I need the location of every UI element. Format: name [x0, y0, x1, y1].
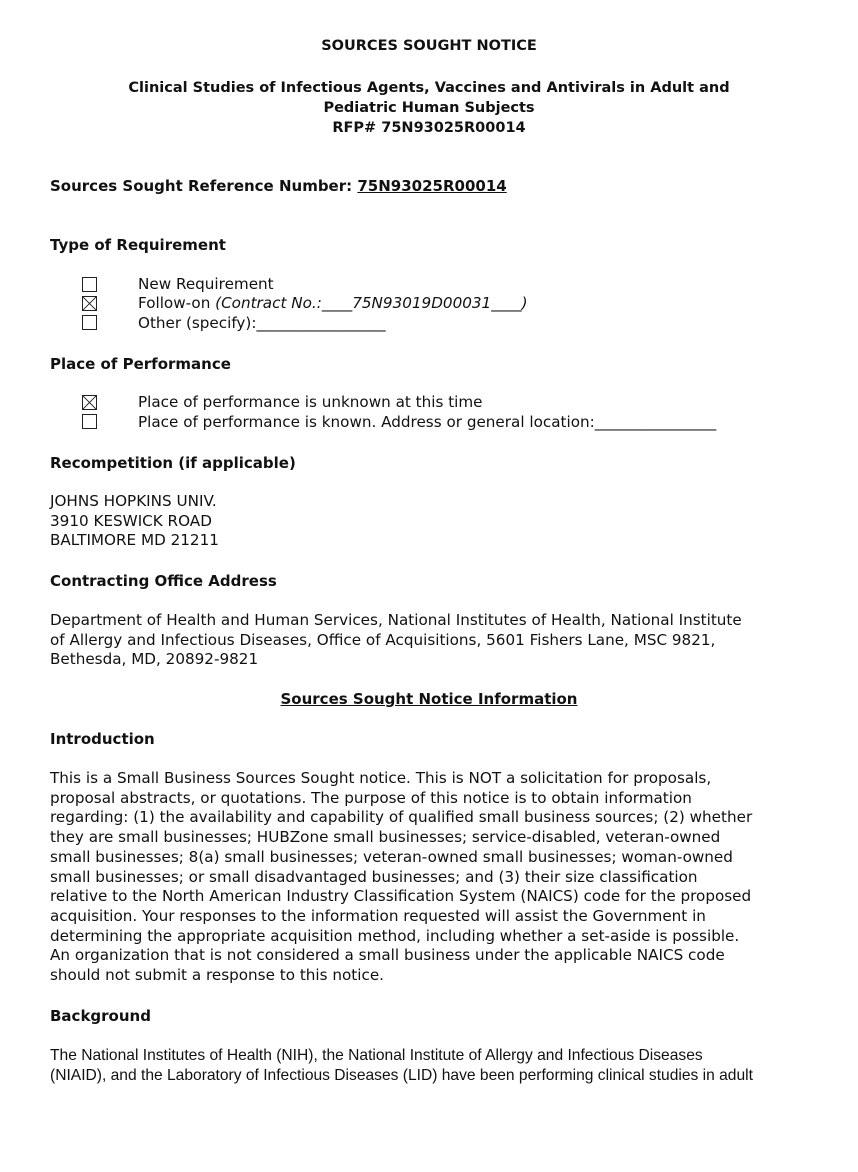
- follow-on-label: [138, 294, 528, 312]
- intro-line: should not submit a response to this notice.: [50, 966, 384, 985]
- follow-on-checkbox[interactable]: [82, 296, 97, 311]
- type-of-requirement-heading: Type of Requirement: [50, 236, 226, 254]
- background-line: The National Institutes of Health (NIH), the National Institute of Allergy and Infectious Diseases: [50, 1047, 703, 1064]
- reference-number: [50, 177, 507, 195]
- new-requirement-checkbox[interactable]: [82, 277, 97, 292]
- intro-line: proposal abstracts, or quotations. The purpose of this notice is to obtain information: [50, 788, 692, 807]
- intro-line: An organization that is not considered a small business under the applicable NAICS code: [50, 946, 725, 965]
- notice-title: SOURCES SOUGHT NOTICE: [321, 38, 537, 54]
- recompetition-heading: Recompetition (if applicable): [50, 454, 296, 472]
- other-checkbox[interactable]: [82, 315, 97, 330]
- address-line: BALTIMORE MD 21211: [50, 531, 219, 550]
- introduction-heading: Introduction: [50, 730, 155, 748]
- address-line: 3910 KESWICK ROAD: [50, 511, 212, 530]
- notice-subtitle: [0, 78, 858, 138]
- subtitle-line-2: Pediatric Human Subjects: [323, 100, 535, 116]
- place-unknown-label: Place of performance is unknown at this time: [138, 393, 483, 411]
- reference-label: Sources Sought Reference Number:: [50, 177, 358, 195]
- intro-line: they are small businesses; HUBZone small businesses; service-disabled, veteran-owned: [50, 828, 721, 847]
- follow-on-text: Follow-on: [138, 294, 216, 312]
- contract-number: (Contract No.:____75N93019D00031____): [215, 294, 528, 312]
- intro-line: small businesses; or small disadvantaged businesses; and (3) their size classification: [50, 867, 698, 886]
- checked-x-icon: [83, 297, 96, 310]
- place-known-checkbox[interactable]: [82, 414, 97, 429]
- subtitle-line-1: Clinical Studies of Infectious Agents, Vaccines and Antivirals in Adult and: [128, 80, 730, 96]
- place-of-performance-heading: Place of Performance: [50, 355, 231, 373]
- rfp-number: RFP# 75N93025R00014: [332, 120, 526, 136]
- intro-line: This is a Small Business Sources Sought notice. This is NOT a solicitation for proposals,: [50, 769, 712, 787]
- contracting-office-heading: Contracting Office Address: [50, 572, 277, 590]
- contracting-office-address: [50, 611, 820, 670]
- intro-line: small businesses; 8(a) small businesses; veteran-owned small businesses; woman-owned: [50, 847, 733, 866]
- address-line: JOHNS HOPKINS UNIV.: [50, 492, 217, 510]
- intro-line: regarding: (1) the availability and capability of qualified small business sources; (2) whether: [50, 808, 753, 827]
- intro-line: relative to the North American Industry Classification System (NAICS) code for the proposed: [50, 887, 752, 906]
- office-line: Department of Health and Human Services, National Institutes of Health, National Institute: [50, 611, 742, 629]
- info-heading: Sources Sought Notice Information: [280, 690, 578, 708]
- place-known-label: Place of performance is known. Address or general location:________________: [138, 413, 717, 431]
- office-line: of Allergy and Infectious Diseases, Office of Acquisitions, 5601 Fishers Lane, MSC 9821,: [50, 630, 716, 649]
- recompetition-address: [50, 492, 820, 551]
- place-unknown-checkbox[interactable]: [82, 395, 97, 410]
- intro-line: acquisition. Your responses to the information requested will assist the Government in: [50, 906, 706, 925]
- office-line: Bethesda, MD, 20892-9821: [50, 650, 259, 669]
- reference-value: 75N93025R00014: [357, 177, 507, 195]
- other-label: Other (specify):_________________: [138, 314, 386, 332]
- checked-x-icon: [83, 396, 96, 409]
- introduction-text: [50, 769, 820, 986]
- intro-line: determining the appropriate acquisition method, including whether a set-aside is possible.: [50, 926, 740, 945]
- background-text: [50, 1046, 820, 1086]
- background-heading: Background: [50, 1007, 151, 1025]
- new-requirement-label: New Requirement: [138, 275, 274, 293]
- background-line: (NIAID), and the Laboratory of Infectious Diseases (LID) have been performing clinical studies in adult: [50, 1066, 753, 1084]
